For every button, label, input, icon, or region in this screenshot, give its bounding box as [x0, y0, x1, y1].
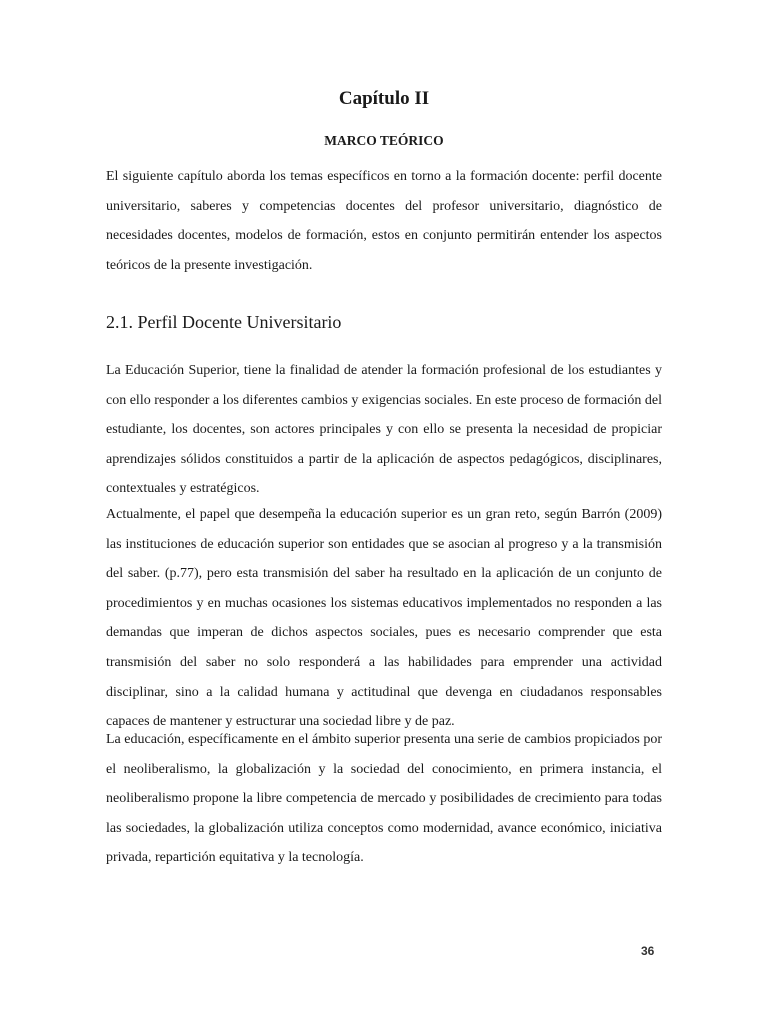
page-number: 36	[641, 944, 655, 958]
section-title: MARCO TEÓRICO	[324, 133, 444, 148]
chapter-title: Capítulo II	[338, 88, 430, 109]
body-paragraph-1: La Educación Superior, tiene la finalidad de atender la formación profesional de los estudiantes y con ello responder a los diferentes cambios y exigencias sociales. En este proceso de formación del estudiante, los docentes, son actores principales y con ello se presenta la necesidad de propiciar aprendizajes sólidos constituidos a partir de la aplicación de aspectos pedagógicos, disciplinares, contextuales y estratégicos.	[106, 363, 662, 497]
subsection-heading: 2.1. Perfil Docente Universitario	[106, 312, 342, 332]
body-paragraph-3: La educación, específicamente en el ámbito superior presenta una serie de cambios propiciados por el neoliberalismo, la globalización y la sociedad del conocimiento, en primera instancia, el neoliberalismo propone la libre competencia de mercado y posibilidades de crecimiento para todas las sociedades, la globalización utiliza conceptos como modernidad, avance económico, iniciativa privada, repartición equitativa y la tecnología.	[106, 732, 662, 866]
intro-paragraph: El siguiente capítulo aborda los temas específicos en torno a la formación docente: perfil docente universitario, saberes y competencias docentes del profesor universitario, diagnóstico de necesidades docentes, modelos de formación, estos en conjunto permitirán entender los aspectos teóricos de la presente investigación.	[106, 169, 662, 273]
body-paragraph-2: Actualmente, el papel que desempeña la educación superior es un gran reto, según Barrón (2009) las instituciones de educación superior son entidades que se asocian al progreso y a la transmisión del saber. (p.77), pero esta transmisión del saber ha resultado en la aplicación de un conjunto de procedimientos y en muchas ocasiones los sistemas educativos implementados no responden a las demandas que imperan de dichos aspectos sociales, pues es necesario comprender que esta transmisión del saber no solo responderá a las habilidades para emprender una actividad disciplinar, sino a la calidad humana y actitudinal que devenga en ciudadanos responsables capaces de mantener y estructurar una sociedad libre y de paz.	[106, 507, 662, 730]
